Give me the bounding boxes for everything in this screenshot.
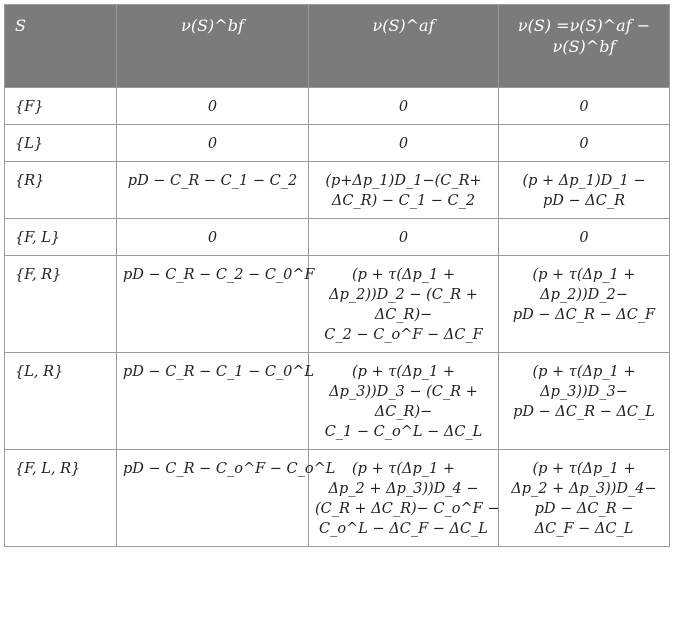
cell-value-after [309, 353, 499, 450]
cell-line: pD − ΔC_R − [534, 501, 634, 517]
cell-line: (p + τ(Δp_1 + [532, 461, 636, 477]
cell-coalition [5, 162, 117, 219]
cell-line: ΔC_R)− [374, 404, 433, 420]
cell-line: 0 [579, 230, 589, 246]
cell-value-after [309, 256, 499, 353]
cell-line: 0 [207, 230, 218, 246]
cell-value-difference [499, 125, 670, 162]
cell-line: (p + τ(Δp_1 + [532, 364, 636, 380]
cell-line: {F, L} [15, 230, 61, 246]
header-value-after [309, 5, 499, 88]
header-value-difference [499, 5, 670, 88]
cell-line: Δp_2))D_2 − (C_R + [329, 287, 478, 303]
cell-line: ν(S)^af − ν(S)^bf [552, 16, 651, 56]
table-row [5, 450, 670, 547]
cell-line: (p + Δp_1)D_1 − [522, 173, 646, 189]
cell-value-after [309, 125, 499, 162]
table-row [5, 88, 670, 125]
cell-line: C_o^L − ΔC_F − ΔC_L [319, 521, 488, 537]
cell-coalition [5, 450, 117, 547]
cell-value-before [117, 353, 315, 450]
table-row [5, 162, 670, 219]
table-row [5, 219, 670, 256]
cell-line: ΔC_R)− [374, 307, 433, 323]
cell-value-before [117, 256, 315, 353]
cell-line: pD − C_R − C_1 − C_0^L [123, 364, 315, 380]
cell-line: (p + τ(Δp_1 + [532, 267, 636, 283]
cell-value-before [117, 219, 309, 256]
table-row [5, 125, 670, 162]
cell-value-difference [499, 256, 670, 353]
cell-line: pD − ΔC_R [542, 193, 625, 209]
cell-line: pD − ΔC_R − ΔC_F [512, 307, 656, 323]
cell-line: (C_R + ΔC_R)− C_o^F − [315, 501, 500, 517]
header-row [5, 5, 670, 88]
cell-value-after [309, 162, 499, 219]
cell-line: pD − C_R − C_2 − C_0^F [123, 267, 315, 283]
cell-line: 0 [398, 230, 409, 246]
cell-value-after [309, 88, 499, 125]
cell-line: (p + τ(Δp_1 + [352, 461, 455, 477]
cell-line: (p+Δp_1)D_1−(C_R+ [325, 173, 482, 189]
cell-value-before [117, 450, 336, 547]
cell-line: Δp_2))D_2− [540, 287, 628, 303]
cell-line: {L} [15, 136, 44, 152]
cell-line: Δp_3))D_3 − (C_R + [329, 384, 478, 400]
cell-line: ν(S)^af [372, 16, 435, 35]
cell-line: Δp_2 + Δp_3))D_4 − [328, 481, 479, 497]
cell-line: {F} [15, 99, 44, 115]
table-row [5, 256, 670, 353]
cell-line: C_1 − C_o^L − ΔC_L [324, 424, 483, 440]
cell-value-after [309, 219, 499, 256]
cell-value-before [117, 88, 309, 125]
cell-line: {F, R} [15, 267, 62, 283]
cell-line: C_2 − C_o^F − ΔC_F [324, 327, 483, 343]
cell-value-before [117, 162, 309, 219]
cell-line: {L, R} [15, 364, 64, 380]
cell-value-before [117, 125, 309, 162]
coalition-value-table [4, 4, 670, 547]
cell-line: ΔC_R) − C_1 − C_2 [331, 193, 476, 209]
header-value-before [117, 5, 309, 88]
cell-line: 0 [207, 99, 218, 115]
table-header [5, 5, 670, 88]
table-body [5, 88, 670, 547]
cell-coalition [5, 353, 117, 450]
cell-line: {F, L, R} [15, 461, 81, 477]
cell-line: S [15, 16, 26, 35]
header-coalition [5, 5, 117, 88]
cell-value-difference [499, 88, 670, 125]
cell-coalition [5, 125, 117, 162]
cell-line: 0 [207, 136, 218, 152]
cell-line: pD − ΔC_R − ΔC_L [513, 404, 655, 420]
cell-line: (p + τ(Δp_1 + [352, 364, 455, 380]
cell-coalition [5, 256, 117, 353]
cell-value-difference [499, 219, 670, 256]
cell-line: 0 [579, 99, 589, 115]
cell-line: 0 [398, 136, 409, 152]
cell-coalition [5, 219, 117, 256]
cell-line: (p + τ(Δp_1 + [352, 267, 455, 283]
cell-line: pD − C_R − C_o^F − C_o^L [123, 461, 336, 477]
cell-value-difference [499, 450, 670, 547]
cell-line: Δp_3))D_3− [540, 384, 628, 400]
cell-line: ν(S) = [517, 16, 570, 35]
table-row [5, 353, 670, 450]
cell-coalition [5, 88, 117, 125]
cell-value-after [309, 450, 499, 547]
cell-line: Δp_2 + Δp_3))D_4− [511, 481, 657, 497]
cell-value-difference [499, 353, 670, 450]
cell-line: ΔC_F − ΔC_L [534, 521, 634, 537]
cell-line: pD − C_R − C_1 − C_2 [127, 173, 298, 189]
cell-line: 0 [398, 99, 409, 115]
cell-line: ν(S)^bf [181, 16, 244, 35]
cell-line: {R} [15, 173, 45, 189]
cell-line: 0 [579, 136, 589, 152]
cell-value-difference [499, 162, 670, 219]
